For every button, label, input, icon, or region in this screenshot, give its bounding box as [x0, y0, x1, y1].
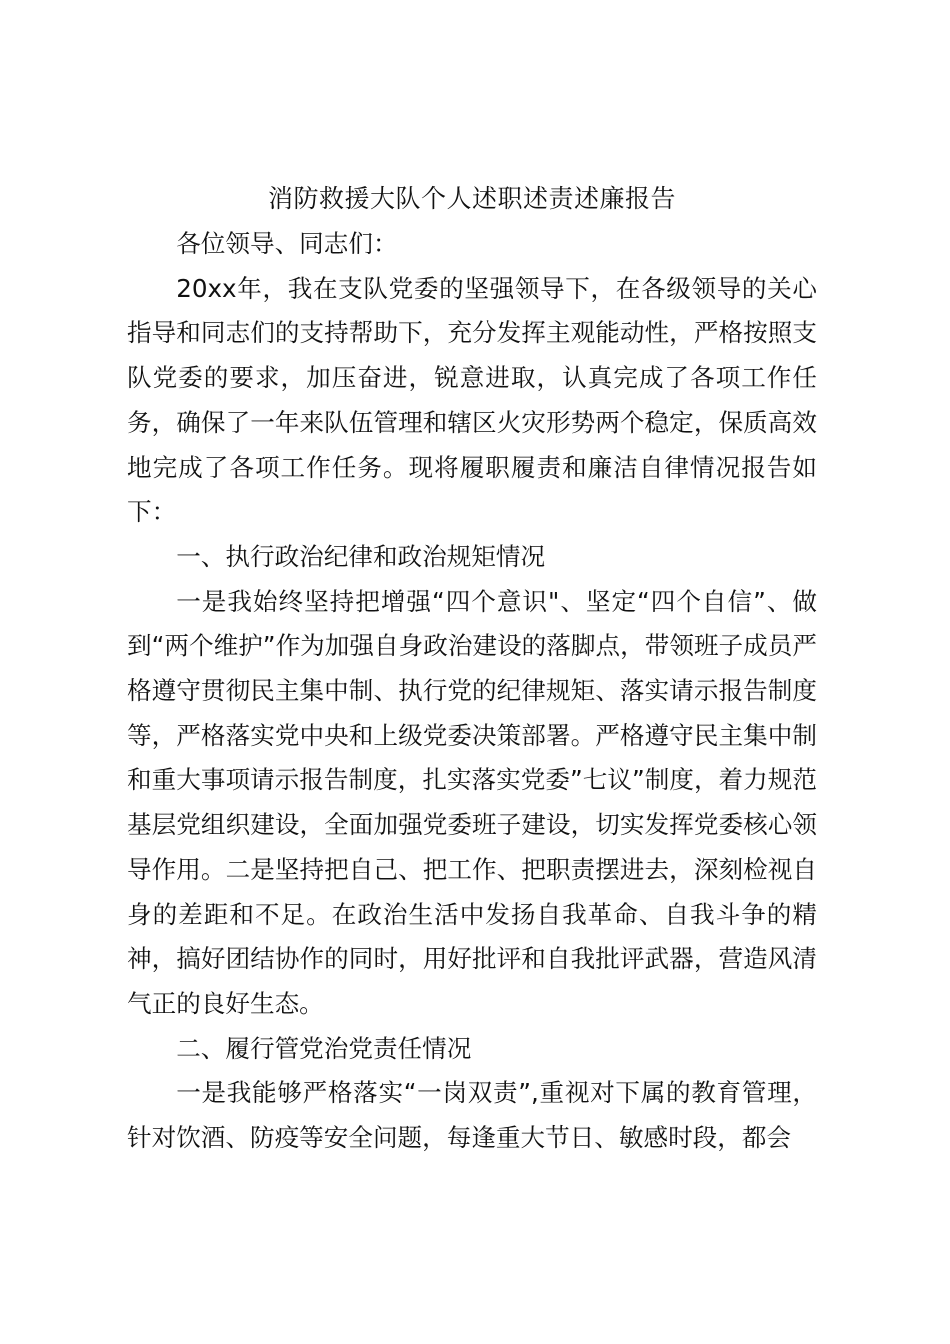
section-2-heading: 二、履行管党治党责任情况: [176, 1033, 472, 1063]
document-body: [127, 178, 817, 1161]
document-title: 消防救援大队个人述职述责述廉报告: [267, 184, 676, 213]
section-2-paragraph: 一是我能够严格落实“一岗双责”,重视对下属的教育管理，针对饮酒、防疫等安全问题，每逢重大节日、敏感时段，都会: [127, 1078, 817, 1153]
salutation: 各位领导、同志们：: [176, 229, 398, 258]
section-1-heading: 一、执行政治纪律和政治规矩情况: [176, 541, 546, 571]
section-1-paragraph: 一是我始终坚持把增强“四个意识"、坚定“四个自信”、做到“两个维护”作为加强自身政治建设的落脚点，带领班子成员严格遵守贯彻民主集中制、执行党的纪律规矩、落实请示报告制度等，严格落实党中央和上级党委决策部署。严格遵守民主集中制和重大事项请示报告制度，扎实落实党委”七议”制度，着力规范基层党组织建设，全面加强党委班子建设，切实发挥党委核心领导作用。二是坚持把自己、把工作、把职责摆进去，深刻检视自身的差距和不足。在政治生活中发扬自我革命、自我斗争的精神，搞好团结协作的同时，用好批评和自我批评武器，营造风清气正的良好生态。: [127, 586, 817, 1018]
intro-paragraph: 20xx年，我在支队党委的坚强领导下，在各级领导的关心指导和同志们的支持帮助下，充分发挥主观能动性，严格按照支队党委的要求，加压奋进，锐意进取，认真完成了各项工作任务，确保了一年来队伍管理和辖区火灾形势两个稳定，保质高效地完成了各项工作任务。现将履职履责和廉洁自律情况报告如下：: [127, 273, 817, 527]
